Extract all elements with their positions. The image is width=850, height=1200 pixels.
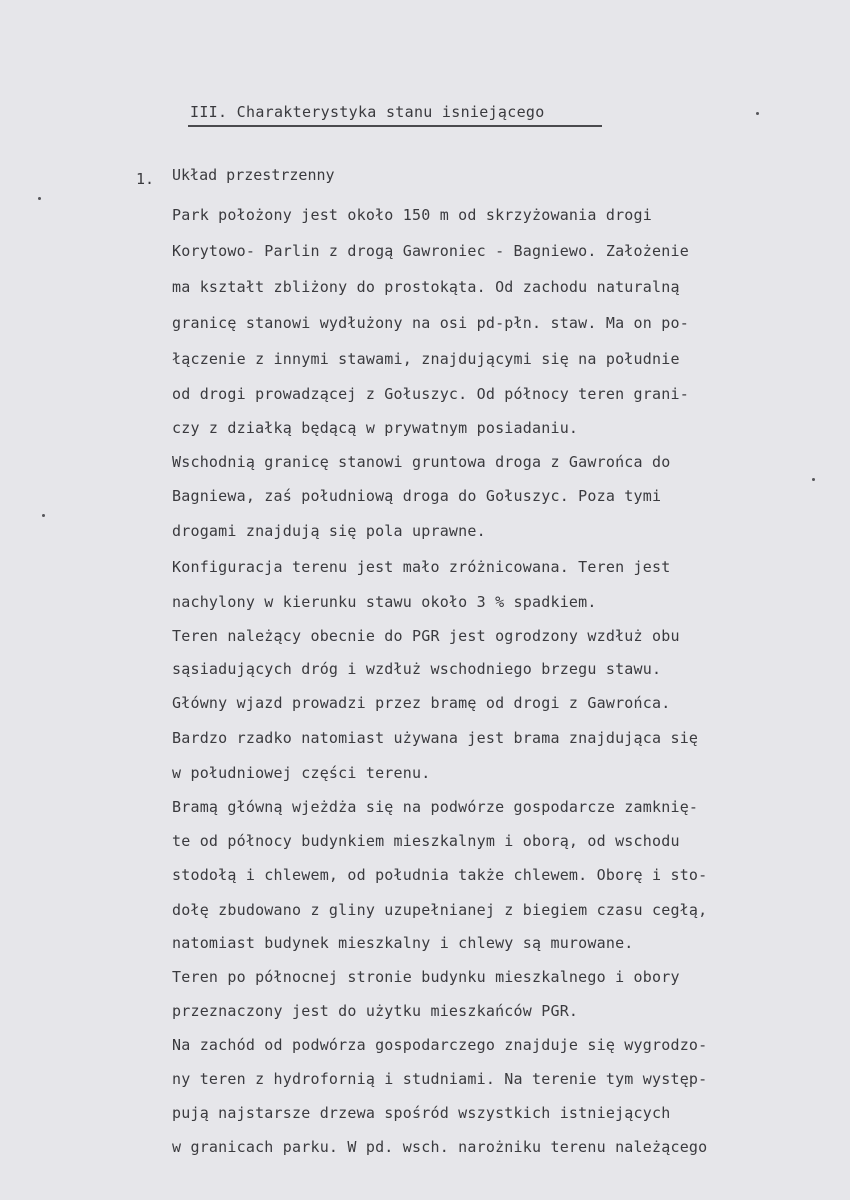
body-line: Konfiguracja terenu jest mało zróżnicowana. Teren jest	[172, 558, 671, 576]
body-line: Bagniewa, zaś południową droga do Gołuszyc. Poza tymi	[172, 487, 662, 505]
body-line: natomiast budynek mieszkalny i chlewy są murowane.	[172, 934, 634, 952]
body-line: w granicach parku. W pd. wsch. narożniku terenu należącego	[172, 1138, 708, 1156]
body-line: Teren należący obecnie do PGR jest ogrodzony wzdłuż obu	[172, 627, 680, 645]
body-line: Bardzo rzadko natomiast używana jest brama znajdująca się	[172, 729, 699, 747]
body-line: od drogi prowadzącej z Gołuszyc. Od północy teren grani-	[172, 385, 689, 403]
body-line: Park położony jest około 150 m od skrzyżowania drogi	[172, 206, 652, 224]
body-line: Bramą główną wjeżdża się na podwórze gospodarcze zamknię-	[172, 798, 699, 816]
body-line: ma kształt zbliżony do prostokąta. Od zachodu naturalną	[172, 278, 680, 296]
body-line: Wschodnią granicę stanowi gruntowa droga z Gawrońca do	[172, 453, 671, 471]
paper-speck	[38, 197, 41, 200]
paper-speck	[756, 112, 759, 115]
body-line: czy z działką będącą w prywatnym posiadaniu.	[172, 419, 579, 437]
body-line: Teren po północnej stronie budynku mieszkalnego i obory	[172, 968, 680, 986]
body-line: granicę stanowi wydłużony na osi pd-płn. staw. Ma on po-	[172, 314, 689, 332]
section-heading: III. Charakterystyka stanu isniejącego	[190, 103, 545, 121]
body-line: pują najstarsze drzewa spośród wszystkich istniejących	[172, 1104, 671, 1122]
body-line: Na zachód od podwórza gospodarczego znajduje się wygrodzo-	[172, 1036, 708, 1054]
body-line: stodołą i chlewem, od południa także chlewem. Oborę i sto-	[172, 866, 708, 884]
body-line: Główny wjazd prowadzi przez bramę od drogi z Gawrońca.	[172, 694, 671, 712]
heading-underline	[188, 125, 602, 127]
body-line: łączenie z innymi stawami, znajdującymi się na południe	[172, 350, 680, 368]
paper-speck	[42, 514, 45, 517]
body-line: ny teren z hydrofornią i studniami. Na terenie tym występ-	[172, 1070, 708, 1088]
body-line: te od północy budynkiem mieszkalnym i oborą, od wschodu	[172, 832, 680, 850]
body-line: w południowej części terenu.	[172, 764, 431, 782]
body-line: nachylony w kierunku stawu około 3 % spadkiem.	[172, 593, 597, 611]
section-title: Układ przestrzenny	[172, 166, 335, 184]
body-line: przeznaczony jest do użytku mieszkańców PGR.	[172, 1002, 579, 1020]
paper-speck	[812, 478, 815, 481]
body-line: drogami znajdują się pola uprawne.	[172, 522, 486, 540]
body-line: Korytowo- Parlin z drogą Gawroniec - Bagniewo. Założenie	[172, 242, 689, 260]
section-number: 1.	[136, 170, 155, 188]
body-line: sąsiadujących dróg i wzdłuż wschodniego brzegu stawu.	[172, 660, 662, 678]
body-line: dołę zbudowano z gliny uzupełnianej z biegiem czasu cegłą,	[172, 901, 708, 919]
